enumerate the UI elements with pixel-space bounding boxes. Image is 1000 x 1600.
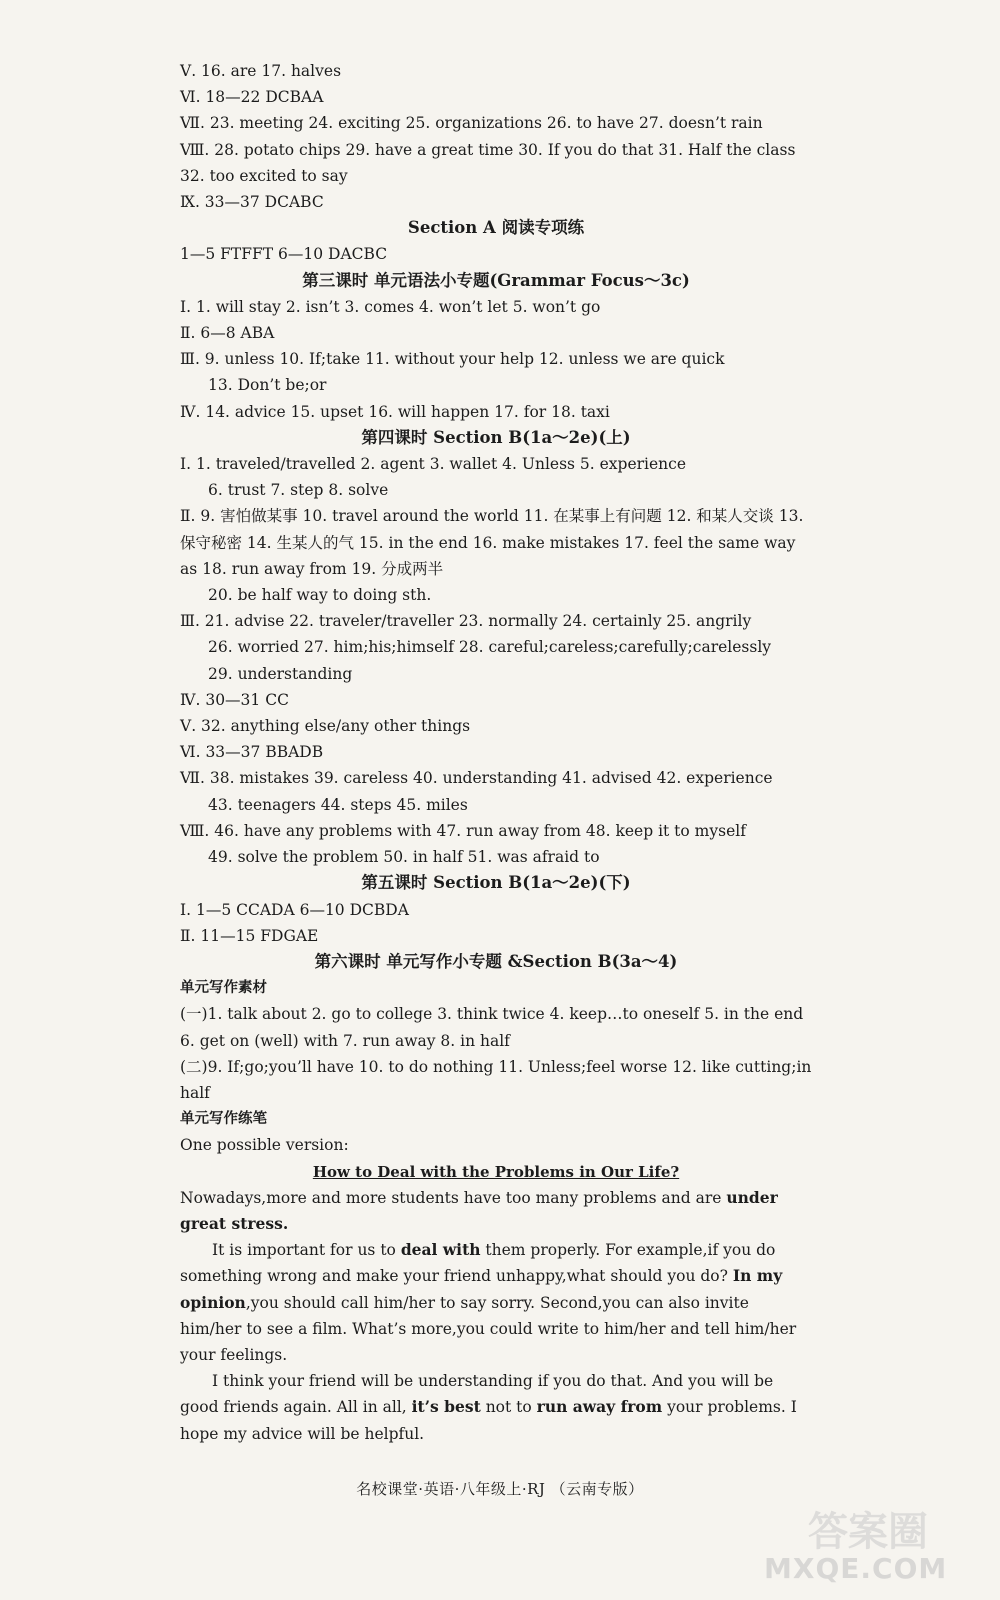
answer-page-content	[180, 58, 812, 1447]
answer-line: Ⅱ. 11—15 FDGAE	[180, 926, 319, 945]
essay-text: your problems. I hope my advice will be helpful.	[180, 1398, 797, 1443]
section-heading: 第六课时 单元写作小专题 &Section B(3a～4)	[314, 951, 678, 971]
answer-line: Ⅳ. 30—31 CC	[180, 690, 289, 709]
essay-text: ,you should call him/her to say sorry. Second,you can also invite him/her to see a film. What’s more,you could write to him/her and tell him/her your feelings.	[180, 1293, 797, 1364]
answer-line: 29. understanding	[208, 664, 353, 683]
section-heading: Section A 阅读专项练	[407, 218, 585, 238]
answer-line: Ⅵ. 18—22 DCBAA	[180, 88, 324, 107]
answer-line: Ⅵ. 33—37 BBADB	[180, 743, 324, 762]
answer-line: Ⅶ. 23. meeting 24. exciting 25. organizations 26. to have 27. doesn’t rain	[180, 114, 763, 133]
essay-text: I think your friend will be understanding if you do that. And you will be good friends again. All in all,	[180, 1372, 774, 1417]
watermark-text: 答案圈	[808, 1509, 928, 1555]
essay-title: How to Deal with the Problems in Our Life?	[312, 1162, 680, 1181]
answer-line: Ⅲ. 21. advise 22. traveler/traveller 23. normally 24. certainly 25. angrily	[180, 612, 752, 631]
essay-key-phrase: run away from	[536, 1397, 663, 1417]
essay-text: Nowadays,more and more students have too many problems and are	[180, 1188, 727, 1207]
essay-paragraph-1	[180, 1185, 812, 1237]
essay-key-phrase: under great stress.	[180, 1187, 778, 1233]
watermark-url: MXQE.COM	[764, 1552, 948, 1585]
answer-line: (一)1. talk about 2. go to college 3. think twice 4. keep…to oneself 5. in the end 6. get on (well) with 7. run away 8. in half	[180, 1005, 804, 1050]
answer-line: Ⅴ. 16. are 17. halves	[180, 62, 342, 80]
answer-line: Ⅶ. 38. mistakes 39. careless 40. understanding 41. advised 42. experience	[180, 769, 773, 788]
essay-text: It is important for us to	[212, 1241, 401, 1260]
answer-line: Ⅲ. 9. unless 10. If;take 11. without your help 12. unless we are quick	[180, 350, 725, 369]
page-footer: 名校课堂·英语·八年级上·RJ （云南专版）	[356, 1480, 644, 1498]
essay-paragraph-3	[180, 1368, 812, 1447]
essay-key-phrase: In my opinion	[180, 1266, 783, 1312]
answer-line: Ⅰ. 1—5 CCADA 6—10 DCBDA	[180, 900, 409, 919]
answer-line: Ⅸ. 33—37 DCABC	[180, 193, 324, 212]
answer-line: 1—5 FTFFT 6—10 DACBC	[180, 245, 388, 264]
answer-line: Ⅱ. 9. 害怕做某事 10. travel around the world 11. 在某事上有问题 12. 和某人交谈 13. 保守秘密 14. 生某人的气 15. in the end 16. make mistakes 17. feel the same way as 18. run away from 19. 分成两半	[180, 507, 804, 578]
answer-line: Ⅷ. 28. potato chips 29. have a great time 30. If you do that 31. Half the class 32. too excited to say	[180, 140, 796, 185]
essay-paragraph-2	[180, 1237, 812, 1368]
essay-key-phrase: deal with	[400, 1240, 481, 1260]
essay-text: them properly. For example,if you do something wrong and make your friend unhappy,what should you do?	[180, 1241, 776, 1286]
section-heading: 第三课时 单元语法小专题(Grammar Focus～3c)	[302, 270, 690, 290]
answer-line: (二)9. If;go;you’ll have 10. to do nothing 11. Unless;feel worse 12. like cutting;in half	[180, 1057, 812, 1102]
answer-line: 49. solve the problem 50. in half 51. was afraid to	[208, 848, 600, 867]
essay-text: not to	[480, 1398, 537, 1417]
answer-line: Ⅱ. 6—8 ABA	[180, 324, 275, 343]
answer-line: 26. worried 27. him;his;himself 28. careful;careless;carefully;carelessly	[208, 638, 772, 657]
answer-line: One possible version:	[180, 1136, 349, 1155]
answer-line: 6. trust 7. step 8. solve	[208, 481, 389, 500]
answer-line: Ⅷ. 46. have any problems with 47. run away from 48. keep it to myself	[180, 821, 746, 840]
answer-line: Ⅰ. 1. traveled/travelled 2. agent 3. wallet 4. Unless 5. experience	[180, 455, 687, 474]
answer-line: Ⅳ. 14. advice 15. upset 16. will happen 17. for 18. taxi	[180, 402, 610, 421]
section-heading: 第四课时 Section B(1a～2e)(上)	[361, 427, 631, 447]
answer-line: 43. teenagers 44. steps 45. miles	[208, 795, 468, 814]
watermark-logo	[760, 1500, 985, 1588]
answer-line: Ⅰ. 1. will stay 2. isn’t 3. comes 4. won’t let 5. won’t go	[180, 297, 601, 316]
answer-line: Ⅴ. 32. anything else/any other things	[180, 717, 471, 736]
answer-line: 20. be half way to doing sth.	[208, 586, 432, 605]
answer-line: 13. Don’t be;or	[208, 376, 327, 395]
essay-key-phrase: it’s best	[411, 1397, 481, 1417]
section-heading: 第五课时 Section B(1a～2e)(下)	[361, 873, 631, 893]
subsection-title: 单元写作练笔	[180, 1111, 267, 1128]
subsection-title: 单元写作素材	[180, 980, 267, 997]
